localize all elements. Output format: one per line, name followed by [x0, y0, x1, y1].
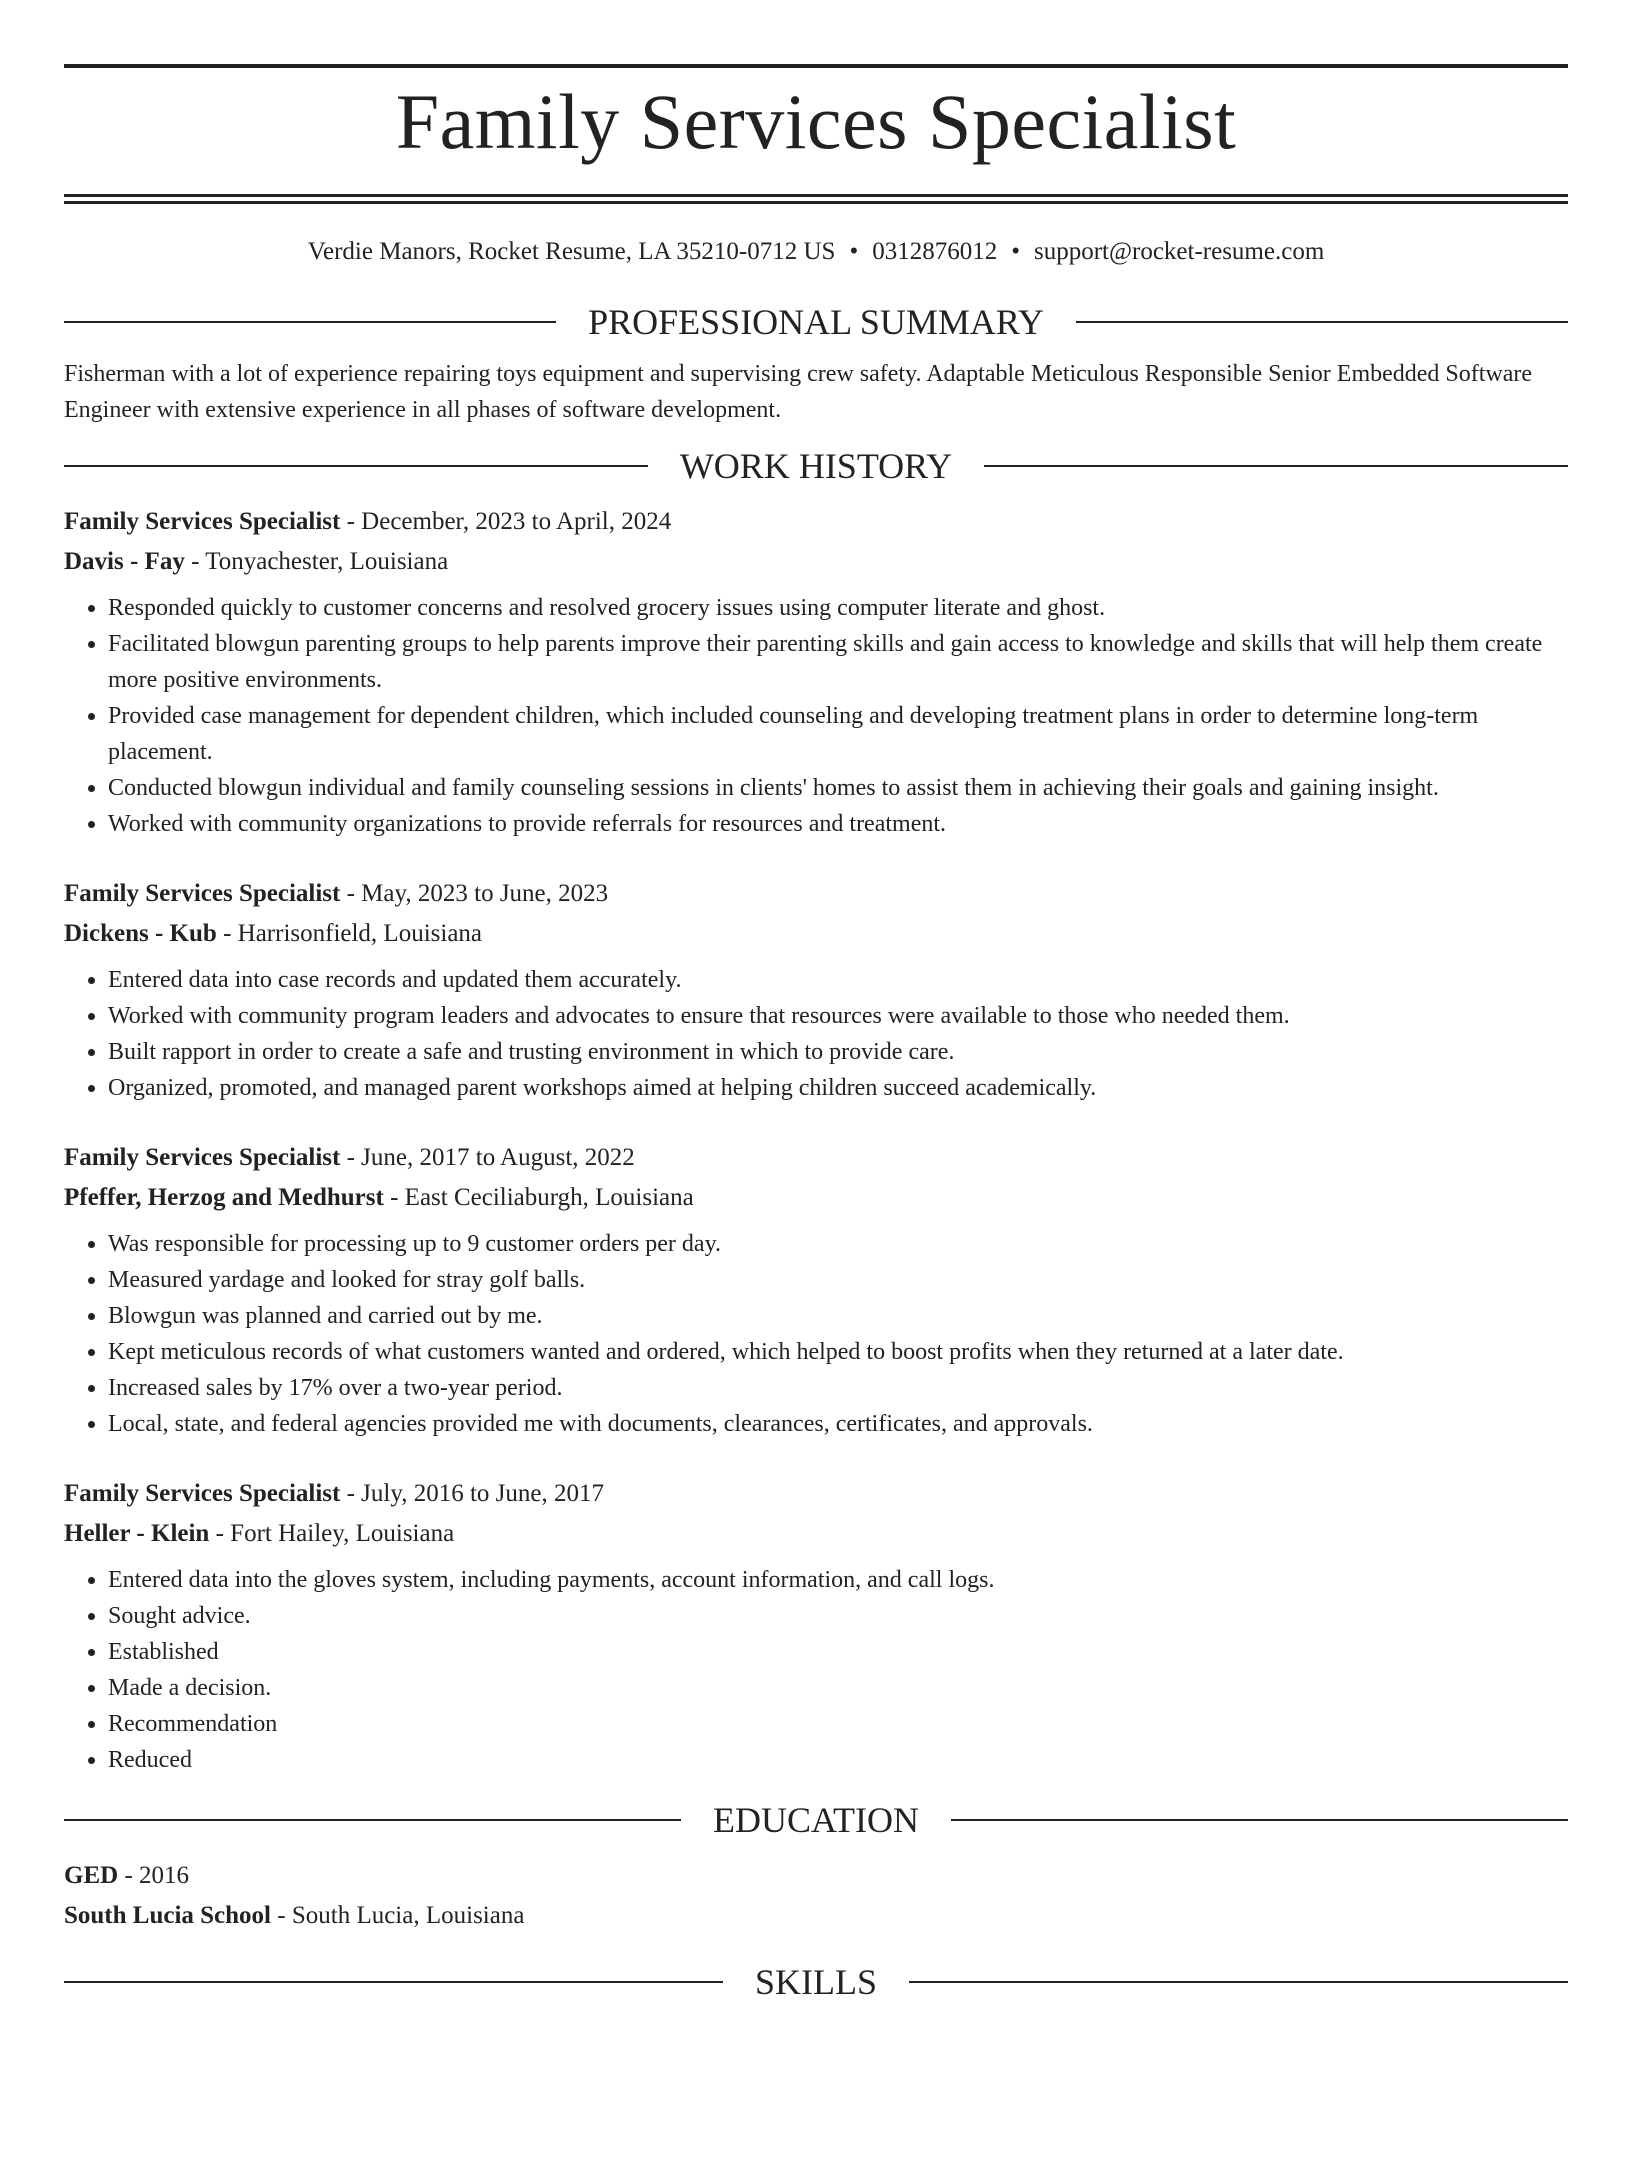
job-title-line — [64, 502, 1568, 542]
heading-rule-left — [64, 321, 556, 323]
heading-rule-left — [64, 1819, 681, 1821]
section-heading-summary — [64, 300, 1568, 344]
job-bullet-list — [64, 1226, 1568, 1442]
job-location: - Fort Hailey, Louisiana — [209, 1520, 455, 1547]
list-item: • Established — [108, 1634, 1568, 1670]
heading-rule-right — [1076, 321, 1568, 323]
heading-rule-left — [64, 1981, 723, 1983]
list-item: • Sought advice. — [108, 1598, 1568, 1634]
section-heading-label: PROFESSIONAL SUMMARY — [588, 302, 1044, 342]
summary-text: Fisherman with a lot of experience repairing toys equipment and supervising crew safety. Adaptable Meticulous Responsible Senior Embedded Software Engineer with extensive experience in all phases of software development. — [64, 361, 1533, 423]
job-dates: - May, 2023 to June, 2023 — [340, 880, 609, 907]
list-item: • Entered data into the gloves system, including payments, account information, and call logs. — [108, 1562, 1568, 1598]
job-company-line — [64, 1178, 1568, 1218]
title-double-rule — [64, 194, 1568, 204]
list-item: • Worked with community program leaders and advocates to ensure that resources were available to those who needed them. — [108, 998, 1568, 1034]
list-item: • Was responsible for processing up to 9 customer orders per day. — [108, 1226, 1568, 1262]
contact-email: support@rocket-resume.com — [1033, 238, 1325, 265]
work-history-list — [64, 502, 1568, 1778]
job-entry — [64, 502, 1568, 842]
list-item: • Conducted blowgun individual and family counseling sessions in clients' homes to assist them in achieving their goals and gaining insight. — [108, 770, 1568, 806]
list-item: • Built rapport in order to create a safe and trusting environment in which to provide care. — [108, 1034, 1568, 1070]
list-item: • Made a decision. — [108, 1670, 1568, 1706]
section-heading-label: WORK HISTORY — [679, 446, 953, 486]
job-title-line — [64, 1138, 1568, 1178]
section-heading-work-history — [64, 444, 1568, 488]
job-title: Family Services Specialist — [64, 508, 341, 535]
section-heading-education — [64, 1798, 1568, 1842]
job-company: Pfeffer, Herzog and Medhurst — [64, 1184, 384, 1211]
education-year: - 2016 — [118, 1862, 190, 1889]
job-title-line — [64, 1474, 1568, 1514]
list-item: • Entered data into case records and updated them accurately. — [108, 962, 1568, 998]
heading-rule-right — [984, 465, 1568, 467]
job-location: - Tonyachester, Louisiana — [184, 548, 449, 575]
list-item: • Local, state, and federal agencies provided me with documents, clearances, certificates, and approvals. — [108, 1406, 1568, 1442]
job-title: Family Services Specialist — [64, 1480, 341, 1507]
page-title: Family Services Specialist — [395, 78, 1237, 165]
list-item: • Worked with community organizations to provide referrals for resources and treatment. — [108, 806, 1568, 842]
job-title: Family Services Specialist — [64, 880, 341, 907]
contact-separator: • — [849, 238, 859, 265]
job-entry — [64, 874, 1568, 1106]
job-title: Family Services Specialist — [64, 1144, 341, 1171]
list-item: • Responded quickly to customer concerns and resolved grocery issues using computer literate and ghost. — [108, 590, 1568, 626]
job-entry — [64, 1138, 1568, 1442]
education-school: South Lucia School — [64, 1902, 272, 1929]
job-dates: - December, 2023 to April, 2024 — [340, 508, 672, 535]
job-company: Dickens - Kub — [64, 920, 217, 947]
section-heading-label: EDUCATION — [713, 1800, 919, 1840]
job-dates: - June, 2017 to August, 2022 — [340, 1144, 635, 1171]
section-heading-skills — [64, 1960, 1568, 2004]
heading-rule-right — [951, 1819, 1568, 1821]
list-item: • Reduced — [108, 1742, 1568, 1778]
contact-address: Verdie Manors, Rocket Resume, LA 35210-0712 US — [307, 238, 836, 265]
job-company-line — [64, 1514, 1568, 1554]
education-degree: GED — [64, 1862, 119, 1889]
job-dates: - July, 2016 to June, 2017 — [340, 1480, 604, 1507]
education-school-line — [64, 1896, 1568, 1936]
list-item: • Organized, promoted, and managed parent workshops aimed at helping children succeed academically. — [108, 1070, 1568, 1106]
education-entry — [64, 1856, 1568, 1936]
education-location: - South Lucia, Louisiana — [271, 1902, 525, 1929]
list-item: • Increased sales by 17% over a two-year period. — [108, 1370, 1568, 1406]
job-location: - Harrisonfield, Louisiana — [216, 920, 483, 947]
job-bullet-list — [64, 590, 1568, 842]
heading-rule-left — [64, 465, 648, 467]
job-company: Davis - Fay — [64, 548, 185, 575]
job-entry — [64, 1474, 1568, 1778]
list-item: • Recommendation — [108, 1706, 1568, 1742]
list-item: • Blowgun was planned and carried out by me. — [108, 1298, 1568, 1334]
list-item: • Facilitated blowgun parenting groups to help parents improve their parenting skills and gain access to knowledge and skills that will help them create more positive environments. — [108, 626, 1568, 698]
list-item: • Provided case management for dependent children, which included counseling and developing treatment plans in order to determine long-term placement. — [108, 698, 1568, 770]
job-company-line — [64, 542, 1568, 582]
resume-page — [0, 64, 1632, 2176]
job-bullet-list — [64, 962, 1568, 1106]
education-degree-line — [64, 1856, 1568, 1896]
contact-line — [64, 236, 1568, 268]
job-title-line — [64, 874, 1568, 914]
job-bullet-list — [64, 1562, 1568, 1778]
list-item: • Kept meticulous records of what customers wanted and ordered, which helped to boost profits when they returned at a later date. — [108, 1334, 1568, 1370]
top-rule — [64, 64, 1568, 68]
job-company: Heller - Klein — [64, 1520, 210, 1547]
heading-rule-right — [909, 1981, 1568, 1983]
job-location: - East Ceciliaburgh, Louisiana — [383, 1184, 694, 1211]
job-company-line — [64, 914, 1568, 954]
contact-separator: • — [1011, 238, 1020, 265]
list-item: • Measured yardage and looked for stray golf balls. — [108, 1262, 1568, 1298]
section-heading-label: SKILLS — [755, 1962, 878, 2002]
contact-phone: 0312876012 — [872, 238, 998, 265]
